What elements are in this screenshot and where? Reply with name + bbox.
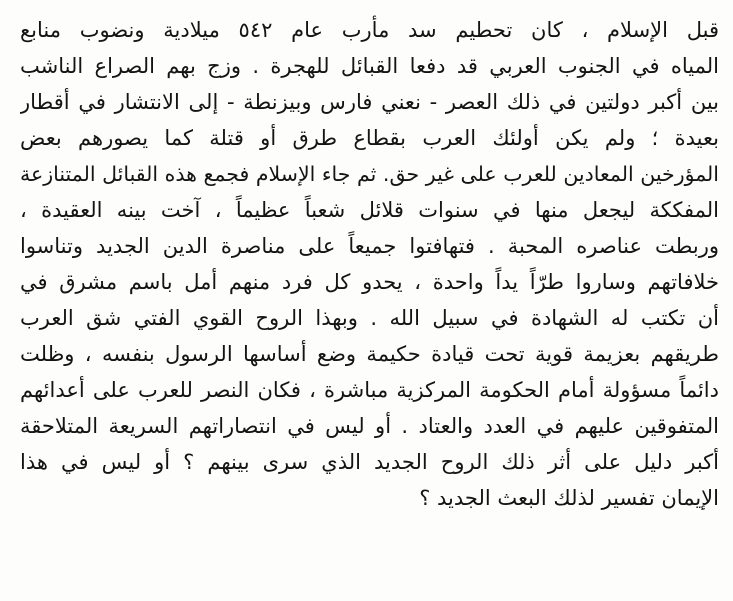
text-line: خلافاتهم وساروا طرّاً يداً واحدة ، يحدو كل فرد منهم أمل باسم مشرق في — [20, 270, 719, 294]
text-line: دائماً مسؤولة أمام الحكومة المركزية مباشرة ، فكان النصر للعرب على أعدائهم — [20, 378, 719, 402]
text-line: أن تكتب له الشهادة في سبيل الله . وبهذا الروح القوي الفتي شق العرب — [20, 306, 719, 330]
text-line: طريقهم بعزيمة قوية تحت قيادة حكيمة وضع أساسها الرسول بنفسه ، وظلت — [20, 342, 719, 366]
text-line: بعيدة ؛ ولم يكن أولئك العرب بقطاع طرق أو قتلة كما يصورهم بعض — [20, 126, 719, 150]
text-line: بين أكبر دولتين في ذلك العصر - نعني فارس وبيزنطة - إلى الانتشار في أقطار — [20, 90, 719, 114]
text-line: المؤرخين المعادين للعرب على غير حق. ثم جاء الإسلام فجمع هذه القبائل المتنازعة — [20, 162, 719, 186]
text-line: أكبر دليل على أثر ذلك الروح الجديد الذي سرى بينهم ؟ أو ليس في هذا — [20, 450, 719, 474]
text-line: المتفوقين عليهم في العدد والعتاد . أو ليس في انتصاراتهم السريعة المتلاحقة — [20, 414, 719, 438]
text-line: وربطت عناصره المحبة . فتهافتوا جميعاً على مناصرة الدين الجديد وتناسوا — [20, 234, 719, 258]
text-line-last: الإيمان تفسير لذلك البعث الجديد ؟ — [419, 486, 719, 510]
text-line: المياه في الجنوب العربي قد دفعا القبائل للهجرة . وزج بهم الصراع الناشب — [20, 54, 719, 78]
arabic-paragraph — [20, 12, 719, 516]
text-line: المفككة ليجعل منها في سنوات قلائل شعباً عظيماً ، آخت بينه العقيدة ، — [20, 198, 719, 222]
text-line: قبل الإسلام ، كان تحطيم سد مأرب عام ٥٤٢ ميلادية ونضوب منابع — [20, 18, 719, 42]
